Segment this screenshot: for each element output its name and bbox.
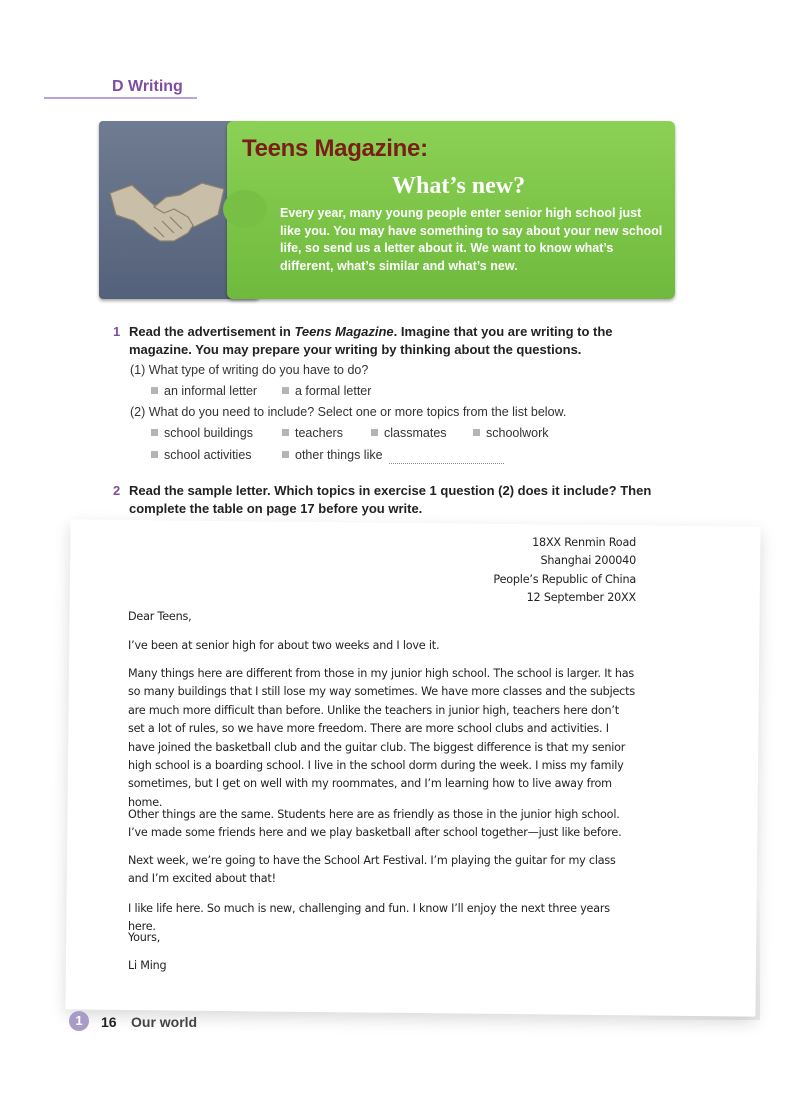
advert-body: Every year, many young people enter senior high school just like you. You may have something to say about your new school life, so send us a letter about it. We want to know what’s different, what’s similar and what’s new. bbox=[280, 206, 663, 273]
letter-paragraph: Next week, we’re going to have the School Art Festival. I’m playing the guitar for my class and I’m excited about that! bbox=[128, 854, 616, 886]
square-bullet-icon bbox=[151, 387, 158, 394]
exercise-1-number: 1 bbox=[113, 324, 121, 339]
answer-blank[interactable] bbox=[389, 463, 504, 464]
option-informal-letter[interactable]: an informal letter bbox=[151, 384, 257, 398]
letter-closing: Yours, bbox=[128, 931, 161, 944]
letter-paragraph: Many things here are different from those in my junior high school. The school is larger. It has so many buildings that I still lose my way sometimes. We have more classes and the subjects are much more difficult than before. Unlike the teachers in junior high, teachers here don’t set a lot of rules, so we have more freedom. There are more school clubs and activities. I have joined the basketball club and the guitar club. The biggest difference is that my senior high school is a boarding school. I live in the school dorm during the week. I miss my family sometimes, but I get on well with my roommates, and I’m learning how to live away from home. bbox=[128, 667, 635, 809]
letter-paragraph: Other things are the same. Students here are as friendly as those in the junior high school. I’ve made some friends here and we play basketball after school together—just like before. bbox=[128, 808, 622, 840]
option-formal-letter[interactable]: a formal letter bbox=[282, 384, 371, 398]
section-underline bbox=[44, 97, 197, 99]
square-bullet-icon bbox=[282, 429, 289, 436]
letter-date: 12 September 20XX bbox=[526, 591, 636, 604]
unit-title: Our world bbox=[131, 1014, 198, 1030]
question-2: (2) What do you need to include? Select one or more topics from the list below. bbox=[130, 405, 567, 419]
puzzle-tab bbox=[223, 190, 267, 228]
address-country: People’s Republic of China bbox=[493, 573, 636, 586]
exercise-2-number: 2 bbox=[113, 483, 121, 498]
address-street: 18XX Renmin Road bbox=[532, 536, 636, 549]
magazine-title: Teens Magazine: bbox=[242, 135, 428, 162]
letter-greeting: Dear Teens, bbox=[128, 610, 192, 623]
square-bullet-icon bbox=[371, 429, 378, 436]
option-other-things[interactable]: other things like bbox=[282, 448, 383, 462]
square-bullet-icon bbox=[151, 429, 158, 436]
exercise-1-instruction: Read the advertisement in Teens Magazine. Imagine that you are writing to the magazine. You may prepare your writing by thinking about the questions. bbox=[129, 324, 613, 357]
square-bullet-icon bbox=[473, 429, 480, 436]
address-city: Shanghai 200040 bbox=[540, 554, 636, 567]
letter-signature: Li Ming bbox=[128, 959, 167, 972]
advert-subtitle: What’s new? bbox=[392, 173, 526, 199]
square-bullet-icon bbox=[151, 451, 158, 458]
unit-badge: 1 bbox=[69, 1011, 89, 1031]
option-classmates[interactable]: classmates bbox=[371, 426, 447, 440]
square-bullet-icon bbox=[282, 387, 289, 394]
option-school-activities[interactable]: school activities bbox=[151, 448, 252, 462]
option-schoolwork[interactable]: schoolwork bbox=[473, 426, 549, 440]
question-1: (1) What type of writing do you have to do? bbox=[130, 363, 369, 377]
page-number: 16 bbox=[101, 1014, 117, 1030]
section-title: D Writing bbox=[112, 78, 183, 95]
option-teachers[interactable]: teachers bbox=[282, 426, 343, 440]
square-bullet-icon bbox=[282, 451, 289, 458]
exercise-2-instruction: Read the sample letter. Which topics in exercise 1 question (2) does it include? Then complete the table on page 17 before you write. bbox=[129, 483, 652, 516]
letter-paragraph: I’ve been at senior high for about two weeks and I love it. bbox=[128, 639, 440, 652]
handshake-icon bbox=[108, 175, 226, 250]
option-school-buildings[interactable]: school buildings bbox=[151, 426, 253, 440]
letter-paragraph: I like life here. So much is new, challenging and fun. I know I’ll enjoy the next three years here. bbox=[128, 902, 610, 934]
